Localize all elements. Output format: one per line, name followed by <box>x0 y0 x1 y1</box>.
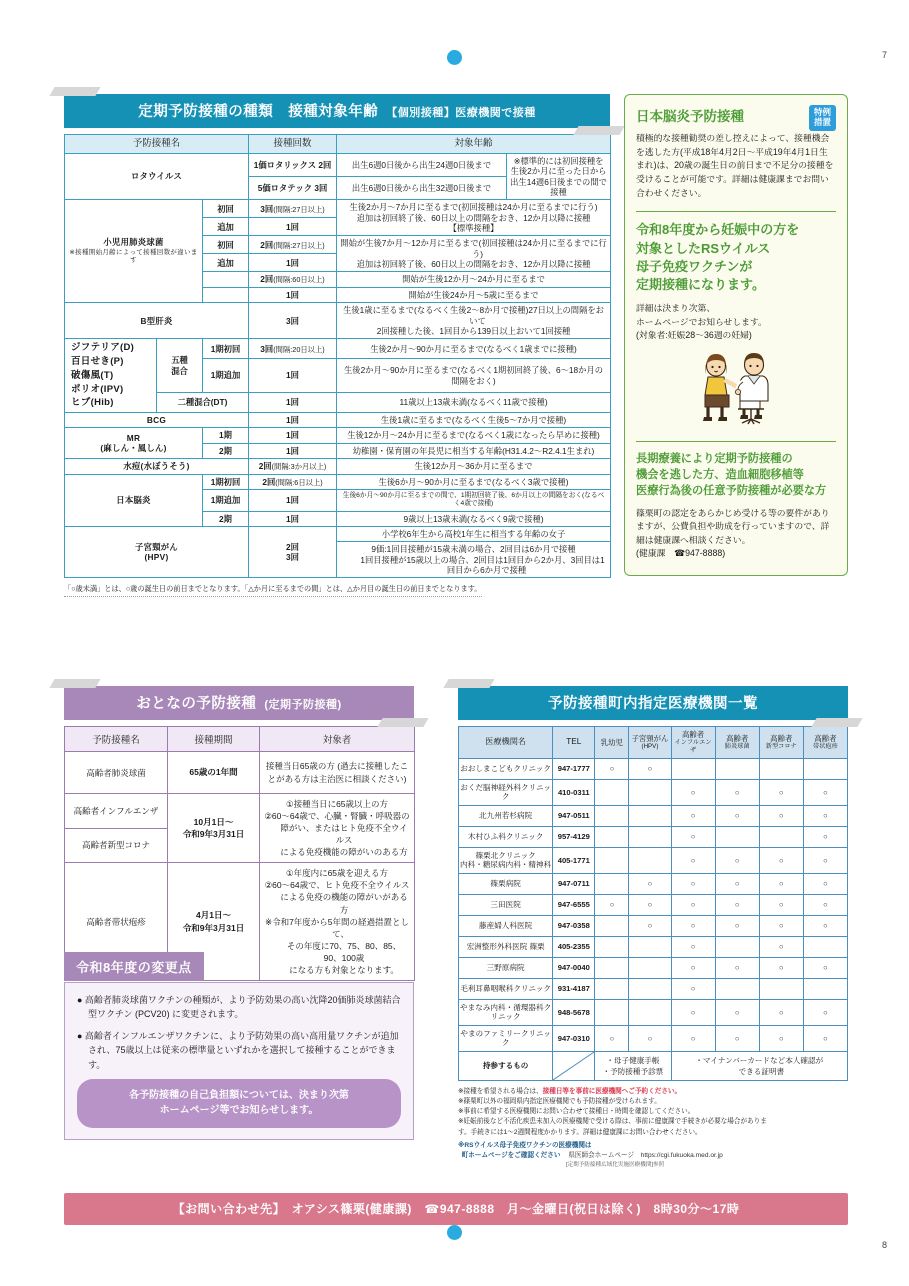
institution-name: おくだ脳神経外科クリニック <box>459 779 553 805</box>
availability-elderly-covid <box>759 826 803 847</box>
col-header-elderly-pneumococcal: 高齢者 肺炎球菌 <box>715 727 759 759</box>
availability-elderly-influenza: ○ <box>671 957 715 978</box>
dose-je-1st-additional: 1回 <box>249 489 337 511</box>
table-row <box>459 873 848 894</box>
institution-tel: 947-0511 <box>553 805 595 826</box>
availability-hpv: ○ <box>629 873 671 894</box>
adult-target-influenza-covid: ①接種当日に65歳以上の方 ②60〜64歳で、心臓・腎臓・呼吸器の 障がい、またはヒト免疫不全ウイルス による免疫機能の障がいのある方 <box>260 794 415 863</box>
availability-elderly-covid: ○ <box>759 894 803 915</box>
table-row <box>65 527 611 542</box>
dose-pneumo-additional-2: 1回 <box>249 254 337 272</box>
designated-institutions-section <box>458 686 848 1170</box>
availability-elderly-pneumococcal <box>715 978 759 999</box>
age-hpv-detail: 9価:1回目接種が15歳未満の場合、2回目は6か月で接種 1回目接種が15歳以上の場合、2回目は1回目から2か月、3回目は1回目から6か月で接種 <box>337 542 611 578</box>
vaccine-name-rotavirus: ロタウイルス <box>65 153 249 199</box>
availability-hpv <box>629 999 671 1025</box>
dose-pneumo-3: 2回(間隔:60日以上) <box>249 272 337 287</box>
dose-hpv: 2回 3回 <box>249 527 337 578</box>
age-mr-2: 幼稚園・保育園の年長児に相当する年齢(H31.4.2〜R2.4.1生まれ) <box>337 443 611 458</box>
col-header-adult-term: 接種期間 <box>168 727 260 752</box>
availability-elderly-influenza: ○ <box>671 999 715 1025</box>
phase-pneumo-additional-2: 追加 <box>203 254 249 272</box>
institution-name: 毛利耳鼻咽喉科クリニック <box>459 978 553 999</box>
adult-banner-subtitle: (定期予防接種) <box>264 699 342 711</box>
adult-term-pneumococcal: 65歳の1年間 <box>168 752 260 794</box>
changes-heading: 令和8年度の変更点 <box>64 952 204 981</box>
phase-quintuple-1st-additional: 1期追加 <box>203 359 249 393</box>
institutions-notes <box>458 1087 776 1170</box>
availability-elderly-pneumococcal: ○ <box>715 957 759 978</box>
institution-tel: 957-4129 <box>553 826 595 847</box>
vaccine-name-hpv: 子宮頸がん (HPV) <box>65 527 249 578</box>
institution-tel: 947-0358 <box>553 915 595 936</box>
bring-items-row <box>459 1051 848 1080</box>
adult-vaccination-banner <box>64 686 414 720</box>
table-row <box>459 805 848 826</box>
availability-elderly-influenza: ○ <box>671 779 715 805</box>
availability-hpv: ○ <box>629 1025 671 1051</box>
routine-vaccination-table <box>64 134 611 578</box>
institution-tel: 947-6555 <box>553 894 595 915</box>
availability-elderly-pneumococcal: ○ <box>715 915 759 936</box>
age-pneumo-3: 開始が生後12か月〜24か月に至るまで <box>337 272 611 287</box>
phase-mr-2: 2期 <box>203 443 249 458</box>
availability-elderly-shingles: ○ <box>803 957 847 978</box>
table-row <box>65 339 611 359</box>
availability-elderly-covid <box>759 758 803 779</box>
institutions-banner-title: 予防接種町内指定医療機関一覧 <box>548 696 758 712</box>
rsv-headline: 令和8年度から妊娠中の方を 対象としたRSウイルス 母子免疫ワクチンが 定期接種になります。 <box>636 222 800 293</box>
col-header-hpv: 子宮頸がん (HPV) <box>629 727 671 759</box>
table-row <box>459 779 848 805</box>
phase-je-2: 2期 <box>203 511 249 526</box>
availability-hpv <box>629 779 671 805</box>
dose-je-1st-initial: 2回(間隔:6日以上) <box>249 474 337 489</box>
availability-elderly-shingles: ○ <box>803 805 847 826</box>
availability-elderly-shingles <box>803 978 847 999</box>
routine-vaccination-banner <box>64 94 610 128</box>
dose-rotateq: 5価ロタテック 3回 <box>249 177 337 200</box>
table-row <box>459 894 848 915</box>
age-pneumo-group-1: 生後2か月〜7か月に至るまで(初回接種は24か月に至るまでに行う) 追加は初回終了後、60日以上の間隔をおき、12か月以降に接種 【標準接種】 <box>337 200 611 236</box>
bring-items-adult: ・マイナンバーカードなど本人確認が できる証明書 <box>671 1051 848 1080</box>
age-bcg: 生後1歳に至るまで(なるべく生後5〜7か月で接種) <box>337 413 611 428</box>
table-row <box>65 413 611 428</box>
institution-tel: 947-0711 <box>553 873 595 894</box>
vaccine-name-quintuple-group: ジフテリア(D) 百日せき(P) 破傷風(T) ポリオ(IPV) ヒブ(Hib) <box>65 339 157 413</box>
table-row <box>459 915 848 936</box>
dose-quintuple-1st-additional: 1回 <box>249 359 337 393</box>
age-hpv-line1: 小学校6年生から高校1年生に相当する年齢の女子 <box>337 527 611 542</box>
dose-je-2: 1回 <box>249 511 337 526</box>
dose-pneumo-initial-2: 2回(間隔:27日以上) <box>249 236 337 254</box>
availability-infant <box>595 936 629 957</box>
institution-name: やまのファミリークリニック <box>459 1025 553 1051</box>
age-quintuple-1st-initial: 生後2か月〜90か月に至るまで(なるべく1歳までに接種) <box>337 339 611 359</box>
institution-note: ※妊娠前後など不活化疾患未加入の医療機関で受ける際は、事前に健康課で手続きが必要な場合があります。手続きには1〜2週間程度かかります。詳細は健康課にお問い合わせください。 <box>458 1118 767 1136</box>
availability-hpv <box>629 957 671 978</box>
japanese-encephalitis-info-panel <box>624 94 848 576</box>
table-row <box>65 794 415 829</box>
col-header-elderly-covid: 高齢者 新型コロナ <box>759 727 803 759</box>
col-header-adult-name: 予防接種名 <box>65 727 168 752</box>
table-row <box>459 957 848 978</box>
institution-note: ※接種を希望される場合は、接種日等を事前に医療機関へご予約ください。 <box>458 1087 682 1095</box>
schedule-footnote: 「○歳未満」とは、○歳の誕生日の前日までとなります。「△か月に至るまでの間」とは、△か月目の誕生日の前日までとなります。 <box>64 584 482 597</box>
institution-name: 篠栗北クリニック 内科・糖尿病内科・精神科 <box>459 847 553 873</box>
special-measure-badge: 特例 措置 <box>809 105 836 131</box>
availability-elderly-shingles: ○ <box>803 915 847 936</box>
age-hepatitis-b: 生後1歳に至るまで(なるべく生後2〜8か月で接種)27日以上の間隔をおいて 2回接種した後、1回目から139日以上おいて1回接種 <box>337 303 611 339</box>
age-mr-1: 生後12か月〜24か月に至るまで(なるべく1歳になったら早めに接種) <box>337 428 611 443</box>
routine-vaccination-section <box>64 94 610 597</box>
availability-infant <box>595 779 629 805</box>
availability-elderly-shingles: ○ <box>803 779 847 805</box>
dose-bcg: 1回 <box>249 413 337 428</box>
long-term-care-headline: 長期療養により定期予防接種の 機会を逃した方、造血細胞移植等 医療行為後の任意予防接種が必要な方 <box>636 452 827 498</box>
availability-hpv <box>629 978 671 999</box>
availability-infant <box>595 805 629 826</box>
availability-elderly-covid <box>759 978 803 999</box>
age-pneumo-4: 開始が生後24か月〜5歳に至るまで <box>337 287 611 302</box>
phase-pneumo-blank-3 <box>203 272 249 287</box>
age-dt: 11歳以上13歳未満(なるべく11歳で接種) <box>337 392 611 412</box>
availability-infant <box>595 978 629 999</box>
col-header-vaccine-name: 予防接種名 <box>65 135 249 154</box>
availability-elderly-influenza: ○ <box>671 1025 715 1051</box>
long-term-care-body: 篠栗町の認定をあらかじめ受ける等の要件がありますが、公費負担や助成を行っていますので、詳細は健康課へ相談ください。 (健康課 ☎947-8888) <box>636 507 830 559</box>
bring-items-child: ・母子健康手帳 ・予防接種予診票 <box>595 1051 671 1080</box>
institution-tel: 931-4187 <box>553 978 595 999</box>
institution-tel: 410-0311 <box>553 779 595 805</box>
availability-elderly-shingles: ○ <box>803 999 847 1025</box>
table-row <box>65 200 611 218</box>
table-row <box>459 758 848 779</box>
institution-name: 北九州若杉病院 <box>459 805 553 826</box>
table-row <box>459 936 848 957</box>
age-je-1st-additional: 生後6か月〜90か月に至るまでの間で、1期初回終了後、6か月以上の間隔をおく(なるべく4歳で接種) <box>337 489 611 511</box>
col-header-elderly-influenza: 高齢者 インフルエンザ <box>671 727 715 759</box>
institution-name: 三田医院 <box>459 894 553 915</box>
institution-name: 三野原病院 <box>459 957 553 978</box>
availability-elderly-pneumococcal: ○ <box>715 847 759 873</box>
change-item: ● 高齢者肺炎球菌ワクチンの種類が、より予防効果の高い沈降20価肺炎球菌結合型ワクチン (PCV20) に変更されます。 <box>77 995 401 1020</box>
age-pneumo-group-2: 開始が生後7か月〜12か月に至るまで(初回接種は24か月に至るまでに行う) 追加は初回終了後、60日以上の間隔をおき、12か月以降に接種 <box>337 236 611 272</box>
adult-term-shingles: 4月1日〜 令和9年3月31日 <box>168 863 260 981</box>
page-number-bottom: 8 <box>881 1240 887 1250</box>
institution-tel: 405-2355 <box>553 936 595 957</box>
availability-infant <box>595 999 629 1025</box>
note-rotavirus: ※標準的には初回接種を生後2か月に至った日から出生14週6日後までの間で接種 <box>507 153 611 199</box>
availability-elderly-shingles: ○ <box>803 1025 847 1051</box>
table-row <box>459 978 848 999</box>
availability-elderly-influenza: ○ <box>671 805 715 826</box>
availability-hpv <box>629 826 671 847</box>
adult-vaccination-section <box>64 686 414 981</box>
institution-name: 篠栗病院 <box>459 873 553 894</box>
institution-note: ※事前に希望する医療機関にお問い合わせて接種日・時間を確認してください。 <box>458 1108 695 1116</box>
contact-footer: 【お問い合わせ先】 オアシス篠栗(健康課) ☎947-8888 月〜金曜日(祝日は除く) 8時30分〜17時 <box>64 1193 848 1225</box>
age-rotateq: 出生6週0日後から出生32週0日後まで <box>337 177 507 200</box>
availability-elderly-influenza: ○ <box>671 894 715 915</box>
decorative-dot-bottom <box>447 1225 462 1240</box>
col-header-tel: TEL <box>553 727 595 759</box>
age-je-2: 9歳以上13歳未満(なるべく9歳で接種) <box>337 511 611 526</box>
availability-elderly-covid: ○ <box>759 1025 803 1051</box>
phase-pneumo-additional-1: 追加 <box>203 218 249 236</box>
availability-elderly-pneumococcal: ○ <box>715 805 759 826</box>
availability-elderly-covid: ○ <box>759 999 803 1025</box>
availability-elderly-influenza: ○ <box>671 826 715 847</box>
availability-elderly-pneumococcal <box>715 758 759 779</box>
col-header-institution-name: 医療機関名 <box>459 727 553 759</box>
col-header-infant: 乳幼児 <box>595 727 629 759</box>
vaccine-name-je: 日本脳炎 <box>65 474 203 526</box>
availability-infant <box>595 915 629 936</box>
phase-je-1st-initial: 1期初回 <box>203 474 249 489</box>
decorative-dot-top <box>447 50 462 65</box>
availability-elderly-shingles: ○ <box>803 826 847 847</box>
availability-elderly-pneumococcal: ○ <box>715 779 759 805</box>
institution-tel: 947-1777 <box>553 758 595 779</box>
table-row <box>65 303 611 339</box>
availability-elderly-pneumococcal <box>715 826 759 847</box>
age-je-1st-initial: 生後6か月〜90か月に至るまで(なるべく3歳で接種) <box>337 474 611 489</box>
availability-infant: ○ <box>595 1025 629 1051</box>
institutions-table <box>458 726 848 1081</box>
phase-mr-1: 1期 <box>203 428 249 443</box>
vaccine-mid-dt: 二種混合(DT) <box>157 392 249 412</box>
availability-elderly-influenza: ○ <box>671 936 715 957</box>
dose-hepatitis-b: 3回 <box>249 303 337 339</box>
doctor-patient-illustration <box>636 351 836 430</box>
rsv-body: 詳細は決まり次第、 ホームページでお知らせします。 (対象者:妊娠28〜36週の妊婦) <box>636 302 767 341</box>
availability-elderly-covid: ○ <box>759 873 803 894</box>
changes-body <box>64 982 414 1140</box>
availability-elderly-shingles <box>803 936 847 957</box>
age-varicella: 生後12か月〜36か月に至るまで <box>337 459 611 474</box>
availability-infant <box>595 826 629 847</box>
availability-elderly-influenza <box>671 758 715 779</box>
rsv-institution-note: ※RSウイルス母子免疫ワクチンの医療機関は 町ホームページをご確認ください 県医師会ホームページ https://cgi.fukuoka.med.or.jp [定期予防接種広域化実施医療機関]参照 <box>458 1141 723 1169</box>
change-item: ● 高齢者インフルエンザワクチンに、より予防効果の高い高用量ワクチンが追加され、75歳以上は従来の標準量といずれかを選択して接種することができます。 <box>77 1030 399 1070</box>
availability-hpv <box>629 847 671 873</box>
bring-items-label: 持参するもの <box>459 1051 553 1080</box>
availability-elderly-covid: ○ <box>759 915 803 936</box>
institutions-banner <box>458 686 848 720</box>
adult-banner-title: おとなの予防接種 <box>136 696 257 712</box>
institution-tel: 947-0040 <box>553 957 595 978</box>
availability-hpv <box>629 805 671 826</box>
institution-tel: 948-5678 <box>553 999 595 1025</box>
dose-rotarix: 1価ロタリックス 2回 <box>249 153 337 176</box>
table-row <box>65 474 611 489</box>
adult-target-pneumococcal: 接種当日65歳の方 (過去に接種したことがある方は主治医に相談ください) <box>260 752 415 794</box>
vaccine-name-bcg: BCG <box>65 413 249 428</box>
col-header-dose-count: 接種回数 <box>249 135 337 154</box>
vaccine-mid-quintuple: 五種 混合 <box>157 339 203 393</box>
self-pay-notice: 各予防接種の自己負担額については、決まり次第 ホームページ等でお知らせします。 <box>77 1079 401 1128</box>
phase-je-1st-additional: 1期追加 <box>203 489 249 511</box>
availability-elderly-influenza: ○ <box>671 915 715 936</box>
vaccine-name-mr: MR (麻しん・風しん) <box>65 428 203 459</box>
availability-infant: ○ <box>595 758 629 779</box>
vaccine-name-pneumococcal: 小児用肺炎球菌 ※接種開始月齢によって接種回数が違います <box>65 200 203 303</box>
col-header-elderly-shingles: 高齢者 帯状疱疹 <box>803 727 847 759</box>
table-row <box>459 847 848 873</box>
green-panel-title: 日本脳炎予防接種 <box>636 109 744 124</box>
dose-pneumo-4: 1回 <box>249 287 337 302</box>
divider-1 <box>636 211 836 212</box>
col-header-adult-target: 対象者 <box>260 727 415 752</box>
table-row <box>459 999 848 1025</box>
availability-hpv: ○ <box>629 894 671 915</box>
availability-infant: ○ <box>595 894 629 915</box>
availability-elderly-shingles: ○ <box>803 847 847 873</box>
availability-elderly-covid: ○ <box>759 779 803 805</box>
table-row <box>65 428 611 443</box>
adult-vaccination-table <box>64 726 415 981</box>
adult-vaccine-shingles: 高齢者帯状疱疹 <box>65 863 168 981</box>
table-row <box>65 752 415 794</box>
table-row <box>65 153 611 176</box>
availability-elderly-influenza: ○ <box>671 873 715 894</box>
routine-banner-subtitle: 【個別接種】医療機関で接種 <box>386 107 536 119</box>
dose-mr-2: 1回 <box>249 443 337 458</box>
institution-name: 木村ひふ科クリニック <box>459 826 553 847</box>
divider-2 <box>636 441 836 442</box>
availability-infant <box>595 847 629 873</box>
availability-elderly-pneumococcal: ○ <box>715 1025 759 1051</box>
vaccine-name-hepatitis-b: B型肝炎 <box>65 303 249 339</box>
availability-hpv: ○ <box>629 915 671 936</box>
availability-hpv <box>629 936 671 957</box>
green-panel-body: 積極的な接種勧奨の差し控えによって、接種機会を逃した方(平成18年4月2日〜平成19年4月1日生まれ)は、20歳の誕生日の前日まで不足分の接種を受けることが可能です。詳細は健康課までお問い合わせください。 <box>636 133 834 198</box>
table-row <box>459 826 848 847</box>
dose-varicella: 2回(間隔:3か月以上) <box>249 459 337 474</box>
availability-elderly-covid: ○ <box>759 957 803 978</box>
adult-vaccine-pneumococcal: 高齢者肺炎球菌 <box>65 752 168 794</box>
availability-elderly-covid: ○ <box>759 936 803 957</box>
availability-elderly-shingles: ○ <box>803 873 847 894</box>
phase-pneumo-initial-1: 初回 <box>203 200 249 218</box>
age-quintuple-1st-additional: 生後2か月〜90か月に至るまで(なるべく1期初回終了後、6〜18か月の間隔をおく) <box>337 359 611 393</box>
dose-mr-1: 1回 <box>249 428 337 443</box>
availability-elderly-covid: ○ <box>759 847 803 873</box>
availability-infant <box>595 957 629 978</box>
institution-tel: 405-1771 <box>553 847 595 873</box>
bring-items-empty <box>553 1051 595 1080</box>
availability-hpv: ○ <box>629 758 671 779</box>
phase-quintuple-1st-initial: 1期初回 <box>203 339 249 359</box>
vaccine-name-varicella: 水痘(水ぼうそう) <box>65 459 249 474</box>
fy8-changes-section <box>64 952 414 1140</box>
table-header-row <box>65 727 415 752</box>
dose-quintuple-1st-initial: 3回(間隔:20日以上) <box>249 339 337 359</box>
availability-elderly-covid: ○ <box>759 805 803 826</box>
table-row <box>65 459 611 474</box>
table-header-row <box>65 135 611 154</box>
page-number-top: 7 <box>881 50 887 60</box>
long-term-care-tel: (健康課 ☎947-8888) <box>636 548 726 559</box>
availability-infant <box>595 873 629 894</box>
availability-elderly-pneumococcal <box>715 936 759 957</box>
institution-name: 宏洲整形外科医院 篠栗 <box>459 936 553 957</box>
dose-dt: 1回 <box>249 392 337 412</box>
phase-pneumo-initial-2: 初回 <box>203 236 249 254</box>
adult-vaccine-influenza: 高齢者インフルエンザ <box>65 794 168 829</box>
dose-pneumo-additional-1: 1回 <box>249 218 337 236</box>
table-row <box>459 1025 848 1051</box>
age-rotarix: 出生6週0日後から出生24週0日後まで <box>337 153 507 176</box>
availability-elderly-shingles: ○ <box>803 894 847 915</box>
table-header-row <box>459 727 848 759</box>
availability-elderly-influenza: ○ <box>671 978 715 999</box>
institution-name: おおしまこどもクリニック <box>459 758 553 779</box>
adult-term-influenza-covid: 10月1日〜 令和9年3月31日 <box>168 794 260 863</box>
routine-banner-title: 定期予防接種の種類 接種対象年齢 <box>138 104 379 120</box>
institution-name: 藤産婦人科医院 <box>459 915 553 936</box>
availability-elderly-pneumococcal: ○ <box>715 873 759 894</box>
availability-elderly-influenza: ○ <box>671 847 715 873</box>
dose-pneumo-initial-1: 3回(間隔:27日以上) <box>249 200 337 218</box>
phase-pneumo-blank-4 <box>203 287 249 302</box>
pneumococcal-name-note: ※接種開始月齢によって接種回数が違います <box>69 249 198 265</box>
availability-elderly-shingles <box>803 758 847 779</box>
col-header-target-age: 対象年齢 <box>337 135 611 154</box>
availability-elderly-pneumococcal: ○ <box>715 999 759 1025</box>
adult-vaccine-covid: 高齢者新型コロナ <box>65 828 168 863</box>
institution-note: ※篠栗町以外の福岡県内指定医療機関でも予防接種が受けられます。 <box>458 1097 661 1105</box>
institution-name: やまなみ内科・循環器科クリニック <box>459 999 553 1025</box>
institution-tel: 947-0310 <box>553 1025 595 1051</box>
availability-elderly-pneumococcal: ○ <box>715 894 759 915</box>
adult-target-shingles: ①年度内に65歳を迎える方 ②60〜64歳で、ヒト免疫不全ウイルス による免疫の機能の障がいがある方 ※令和7年度から5年間の経過措置として、 その年度に70、75、80、85、90、100歳 になる方も対象となります。 <box>260 863 415 981</box>
